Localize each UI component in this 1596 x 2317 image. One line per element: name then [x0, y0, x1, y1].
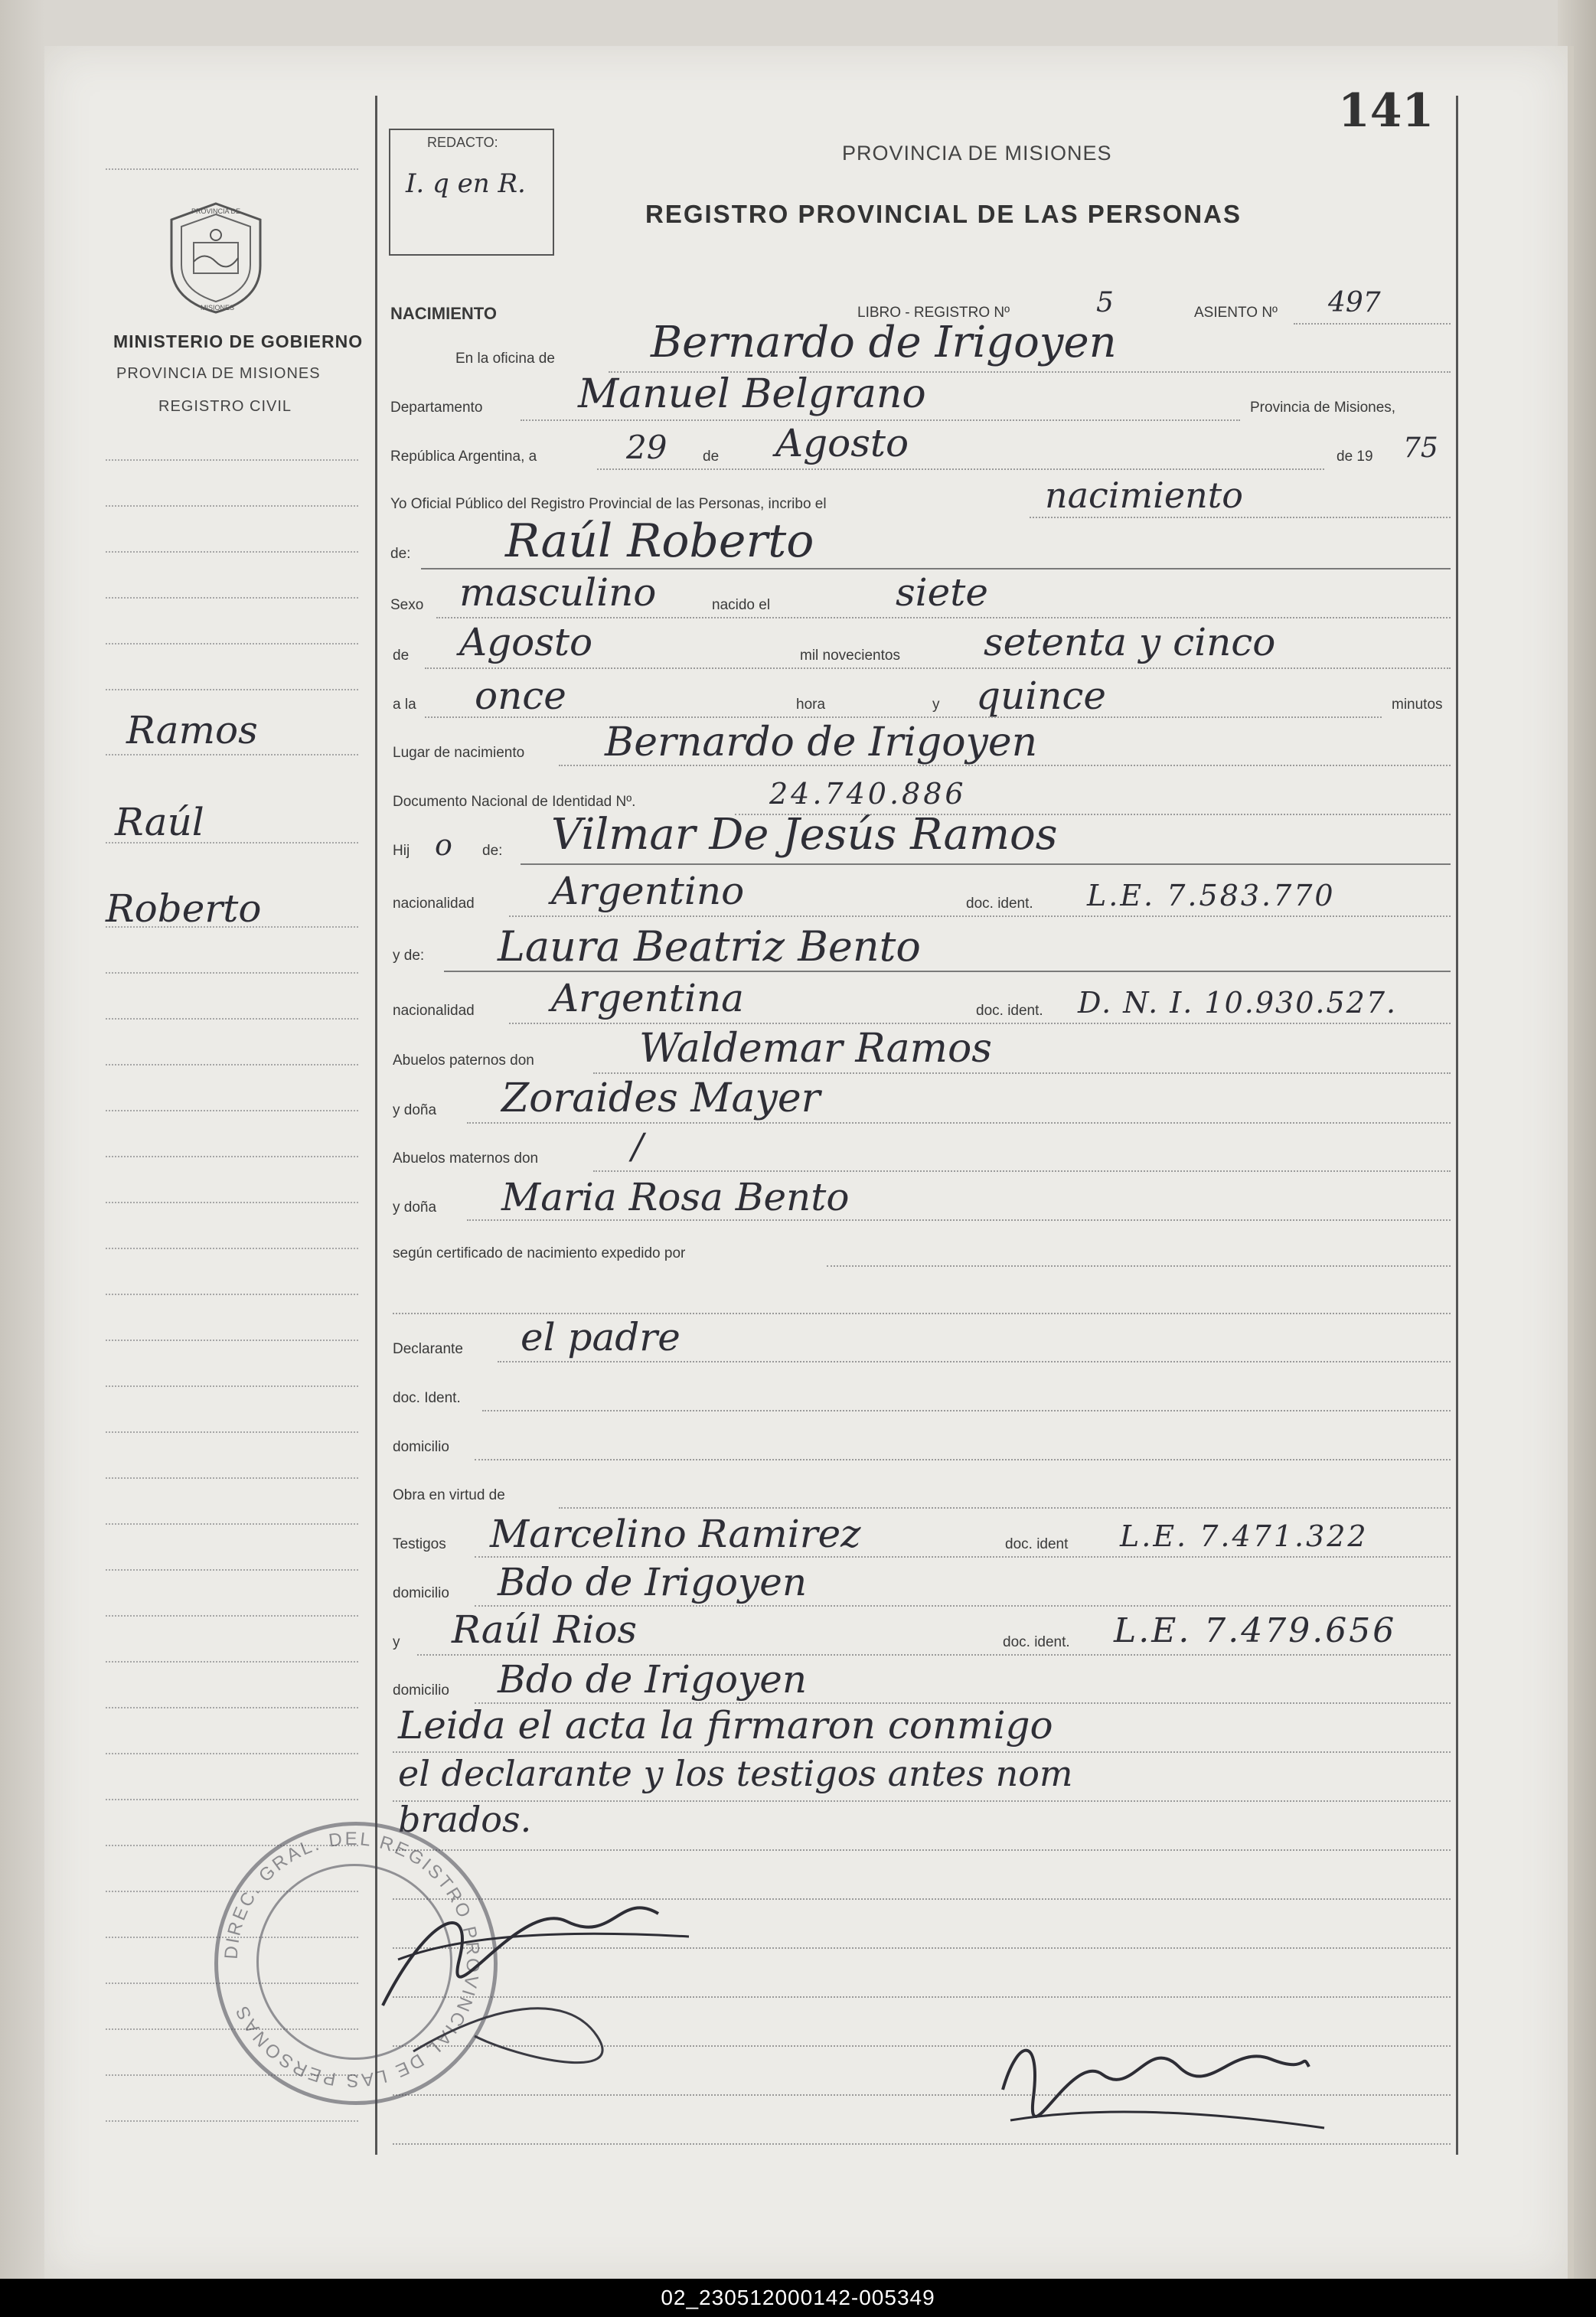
label-y-de: y de:: [393, 948, 425, 964]
label-republica: República Argentina, a: [390, 449, 537, 465]
label-lugar: Lugar de nacimiento: [393, 745, 525, 761]
rule-nac-madre: [509, 1023, 1451, 1024]
label-testigos: Testigos: [393, 1536, 446, 1552]
label-de-padre: de:: [482, 843, 503, 859]
label-de-mes: de: [703, 449, 720, 465]
label-declarante: Declarante: [393, 1341, 463, 1357]
label-mil: mil novecientos: [800, 648, 900, 664]
rule-dom-testigo1: [475, 1605, 1451, 1607]
margin-rule: [106, 1615, 358, 1617]
rule-padre: [521, 863, 1451, 865]
rule-hora: [425, 716, 1382, 718]
rule-testigo1: [475, 1556, 1451, 1558]
official-signature: [367, 1868, 720, 2067]
value-padre-nac: Argentino: [551, 869, 745, 913]
rule-segun-2: [393, 1313, 1451, 1314]
rule-asiento: [1294, 323, 1451, 325]
rule-domicilio-declarante: [475, 1459, 1451, 1460]
rule-abuela-materna: [467, 1219, 1451, 1221]
value-testigo1-dom: Bdo de Irigoyen: [498, 1560, 808, 1604]
province-heading: PROVINCIA DE MISIONES: [842, 142, 1112, 165]
margin-rule: [106, 1661, 358, 1663]
rule-closing-9: [393, 2143, 1451, 2145]
label-nacido: nacido el: [712, 597, 771, 613]
rule-republica: [597, 468, 1324, 470]
ministry-civil-registry: REGISTRO CIVIL: [158, 398, 292, 415]
rule-abuelo-materno: [593, 1170, 1451, 1172]
label-y-hora: y: [932, 697, 940, 713]
label-nacionalidad-madre: nacionalidad: [393, 1003, 475, 1019]
label-abuela-materna: y doña: [393, 1199, 437, 1216]
rule-abuelo-paterno: [593, 1072, 1451, 1074]
scan-gutter: [0, 0, 44, 2317]
label-nacimiento: NACIMIENTO: [390, 304, 497, 323]
label-doc-padre: doc. ident.: [966, 896, 1033, 912]
label-nacionalidad-padre: nacionalidad: [393, 896, 475, 912]
margin-rule: [106, 643, 358, 645]
closing-line-3: brados.: [398, 1799, 532, 1840]
label-abuelos-paternos: Abuelos paternos don: [393, 1052, 534, 1069]
value-testigo2: Raúl Rios: [452, 1607, 638, 1652]
margin-rule: [106, 551, 358, 553]
margin-rule: [106, 1294, 358, 1295]
value-anio-letras: setenta y cinco: [984, 620, 1276, 664]
ministry-seal: [165, 201, 268, 315]
label-de-mes-nac: de: [393, 648, 410, 664]
value-oficina: Bernardo de Irigoyen: [651, 318, 1117, 367]
value-padre: Vilmar De Jesús Ramos: [551, 810, 1058, 860]
rule-sexo: [436, 617, 1451, 618]
stamp-ring-label: DIREC. GRAL. DEL REGISTRO PROVINCIAL DE LAS PERSONAS: [220, 1828, 484, 2091]
rule-mil: [425, 667, 1451, 669]
margin-rule: [106, 1477, 358, 1479]
margin-rule: [106, 1523, 358, 1525]
label-obra: Obra en virtud de: [393, 1487, 505, 1503]
redacto-label: REDACTO:: [427, 135, 498, 150]
value-testigo2-doc: L.E. 7.479.656: [1114, 1611, 1397, 1650]
margin-rule: [106, 1799, 358, 1800]
margin-rule: [106, 1431, 358, 1433]
closing-line-1: Leida el acta la firmaron conmigo: [398, 1703, 1053, 1748]
redacto-value: I. q en R.: [406, 168, 526, 199]
rule-nombre: [421, 568, 1451, 569]
value-madre-doc: D. N. I. 10.930.527.: [1078, 986, 1398, 1020]
margin-rule: [106, 1248, 358, 1249]
value-madre: Laura Beatriz Bento: [498, 922, 921, 971]
value-asiento: 497: [1328, 287, 1381, 318]
rule-lugar: [559, 765, 1451, 766]
margin-rule: [106, 1340, 358, 1341]
label-yo-oficial: Yo Oficial Público del Registro Provincial de las Personas, incribo el: [390, 496, 827, 512]
value-departamento: Manuel Belgrano: [578, 371, 926, 417]
margin-rule: [106, 1064, 358, 1065]
rule-abuela-paterna: [467, 1122, 1451, 1124]
label-de-nombre: de:: [390, 546, 411, 562]
value-hij-suffix: o: [435, 828, 452, 862]
label-provincia: Provincia de Misiones,: [1250, 400, 1396, 416]
value-madre-nac: Argentina: [551, 976, 744, 1020]
margin-rule: [106, 1156, 358, 1157]
rule-testigo2: [417, 1654, 1451, 1656]
label-libro: LIBRO - REGISTRO Nº: [857, 305, 1010, 321]
value-testigo1: Marcelino Ramirez: [490, 1512, 861, 1556]
margin-rule: [106, 1385, 358, 1387]
margin-first-name: Raúl: [115, 800, 204, 844]
margin-rule: [106, 689, 358, 690]
value-anio: 75: [1403, 432, 1438, 464]
margin-rule: [106, 2120, 358, 2122]
margin-rule: [106, 1707, 358, 1708]
margin-rule: [106, 505, 358, 507]
margin-rule: [106, 459, 358, 461]
rule-doc-declarante: [482, 1410, 1451, 1411]
value-sexo: masculino: [459, 570, 657, 615]
margin-middle-name: Roberto: [106, 886, 262, 931]
label-abuela-paterna: y doña: [393, 1102, 437, 1118]
label-a-la: a la: [393, 697, 416, 713]
margin-rule: [106, 1110, 358, 1111]
margin-rule: [106, 1018, 358, 1020]
value-testigo2-dom: Bdo de Irigoyen: [498, 1657, 808, 1702]
value-abuelo-paterno: Waldemar Ramos: [639, 1026, 992, 1072]
value-libro: 5: [1096, 287, 1114, 318]
label-oficina: En la oficina de: [455, 351, 555, 367]
value-mes-nac: Agosto: [459, 620, 593, 664]
value-minutos: quince: [976, 674, 1106, 718]
label-doc-testigo2: doc. ident.: [1003, 1634, 1070, 1650]
label-segun: según certificado de nacimiento expedido por: [393, 1245, 686, 1261]
value-declarante: el padre: [521, 1315, 681, 1359]
rule-closing-2: [393, 1800, 1451, 1802]
rule-nac-padre: [509, 915, 1451, 917]
value-dia-letras: siete: [896, 570, 988, 615]
ministry-title: MINISTERIO DE GOBIERNO: [113, 331, 364, 351]
rule-madre: [444, 971, 1451, 972]
value-acto: nacimiento: [1045, 475, 1243, 516]
margin-rule: [106, 168, 358, 170]
declarant-signature: [987, 2005, 1332, 2143]
page-number: 141: [1338, 84, 1434, 138]
registry-heading: REGISTRO PROVINCIAL DE LAS PERSONAS: [645, 200, 1242, 228]
rule-acto: [1030, 517, 1451, 518]
seal-caption-bottom: MISIONES: [201, 304, 235, 312]
value-abuela-paterna: Zoraides Mayer: [501, 1075, 821, 1121]
margin-rule: [106, 1569, 358, 1571]
label-y-testigo2: y: [393, 1634, 400, 1650]
rule-closing-3: [393, 1849, 1451, 1851]
margin-rule: [106, 754, 358, 755]
scan-id-footer: 02_230512000142-005349: [0, 2279, 1596, 2317]
rule-segun: [827, 1265, 1451, 1267]
ministry-province: PROVINCIA DE MISIONES: [116, 365, 321, 382]
value-nombre: Raúl Roberto: [505, 514, 814, 568]
label-abuelos-maternos: Abuelos maternos don: [393, 1150, 539, 1167]
label-domicilio-declarante: domicilio: [393, 1439, 449, 1455]
closing-line-2: el declarante y los testigos antes nom: [398, 1753, 1073, 1794]
value-abuela-materna: Maria Rosa Bento: [501, 1175, 850, 1219]
margin-rule: [106, 1753, 358, 1754]
label-hij: Hij: [393, 843, 410, 859]
margin-rule: [106, 1202, 358, 1203]
rule-obra: [559, 1507, 1451, 1509]
label-doc-declarante: doc. Ident.: [393, 1390, 461, 1406]
margin-surname: Ramos: [126, 708, 258, 752]
label-asiento: ASIENTO Nº: [1194, 305, 1278, 321]
label-hora: hora: [796, 697, 826, 713]
seal-caption-top: PROVINCIA DE: [191, 207, 241, 215]
label-doc-testigo1: doc. ident: [1005, 1536, 1069, 1552]
redacto-box: [389, 129, 554, 256]
label-domicilio-testigo2: domicilio: [393, 1682, 449, 1699]
label-documento: Documento Nacional de Identidad Nº.: [393, 794, 636, 810]
value-hora: once: [475, 674, 566, 718]
label-domicilio-testigo1: domicilio: [393, 1585, 449, 1601]
label-departamento: Departamento: [390, 400, 483, 416]
label-doc-madre: doc. ident.: [976, 1003, 1043, 1019]
value-dni: 24.740.886: [769, 777, 967, 811]
value-abuelo-materno: /: [632, 1125, 644, 1167]
value-padre-doc: L.E. 7.583.770: [1087, 879, 1336, 912]
value-lugar: Bernardo de Irigoyen: [605, 720, 1038, 765]
label-de-19: de 19: [1337, 449, 1373, 465]
label-sexo: Sexo: [390, 597, 424, 613]
value-testigo1-doc: L.E. 7.471.322: [1120, 1519, 1369, 1553]
label-minutos: minutos: [1392, 697, 1443, 713]
rule-declarante: [498, 1361, 1451, 1362]
value-mes: Agosto: [775, 421, 909, 465]
column-divider-right: [1456, 96, 1458, 2155]
margin-rule: [106, 972, 358, 974]
value-dia: 29: [626, 429, 667, 466]
margin-rule: [106, 597, 358, 599]
